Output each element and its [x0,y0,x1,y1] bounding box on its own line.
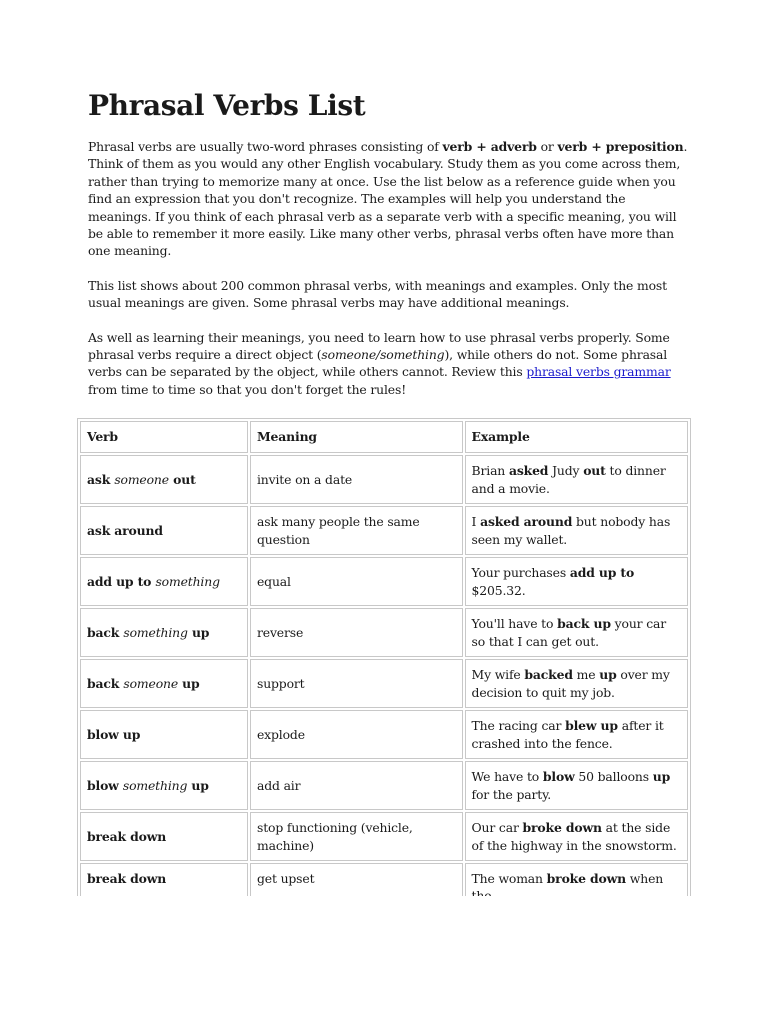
verb-cell [80,608,248,657]
example-text: your car so that I can get out. [471,616,667,649]
example-phrasal-verb: add up to [569,565,635,581]
example-text: The racing car [471,718,566,734]
example-text: over my decision to quit my job. [471,667,670,700]
example-phrasal-verb: out [583,463,606,479]
verb-object-placeholder: something [155,573,220,589]
table-body [80,455,688,912]
example-cell [465,608,688,657]
verb-text: add up to [87,573,156,589]
verb-text: break down [87,828,167,844]
example-text: for the party. [471,786,552,802]
meaning-cell: add air [250,761,463,810]
intro-paragraph-2: This list shows about 200 common phrasal verbs, with meanings and examples. Only the most usual meanings are given. Some phrasal verbs may have additional meanings. [88,277,667,311]
intro-text: . Think of them as you would any other English vocabulary. Study them as you come across them, rather than trying to memorize many at once. Use the list below as a reference guide when you find an expression that you don't recognize. The examples will help you understand the meanings. If you think of each phrasal verb as a separate verb with a specific meaning, you will be able to remember it more easily. Like many other verbs, phrasal verbs often have more than one meaning. [88,139,688,259]
verb-text: ask around [87,522,163,538]
example-cell [465,812,688,861]
table-row [80,455,688,504]
example-cell [465,557,688,606]
meaning-cell: ask many people the same question [250,506,463,555]
verb-object-placeholder: someone [123,675,179,691]
example-cell [465,659,688,708]
example-cell [465,506,688,555]
verb-cell [80,710,248,759]
header-verb: Verb [80,421,248,453]
verb-text: ask [87,471,115,487]
verb-text: up [187,777,209,793]
intro-text: or [536,139,558,154]
example-text: I [471,514,481,530]
table-row [80,659,688,708]
verb-text: back [87,624,124,640]
header-example: Example [465,421,688,453]
example-cell [465,761,688,810]
verb-cell [80,812,248,861]
meaning-cell: support [250,659,463,708]
intro-bold-term: verb + adverb [442,139,537,154]
document-body [88,88,692,415]
example-text: Our car [471,820,523,836]
example-text: after it crashed into the fence. [471,718,664,751]
header-meaning: Meaning [250,421,463,453]
example-text: 50 balloons [574,769,653,785]
example-text: You'll have to [471,616,558,632]
intro-text: Phrasal verbs are usually two-word phrases consisting of [88,139,443,154]
intro-bold-term: verb + preposition [557,139,684,154]
intro-paragraph-3 [88,329,692,399]
meaning-cell: reverse [250,608,463,657]
example-cell [465,710,688,759]
example-phrasal-verb: blew up [565,718,618,734]
example-text: but nobody has seen my wallet. [471,514,671,547]
verb-text: back [87,675,124,691]
example-text: to dinner and a movie. [471,463,666,496]
table-row [80,761,688,810]
example-phrasal-verb: up [652,769,671,785]
verb-object-placeholder: someone [114,471,169,487]
verb-cell [80,557,248,606]
intro-text: from time to time so that you don't forget the rules! [88,381,407,397]
verb-cell [80,659,248,708]
phrasal-verbs-grammar-link[interactable]: phrasal verbs grammar [526,364,671,380]
table-row [80,506,688,555]
intro-italic-term: someone/something [321,347,445,363]
example-phrasal-verb: back up [557,616,611,632]
page-bottom-margin [0,896,768,1024]
verb-text: out [168,471,196,487]
example-text: My wife [471,667,525,683]
example-text: me [572,667,600,683]
verb-cell [80,506,248,555]
table-row [80,812,688,861]
table-header-row [80,421,688,453]
example-phrasal-verb: broke down [546,871,627,886]
example-text: Your purchases [471,565,570,581]
meaning-cell: explode [250,710,463,759]
example-text: when [629,871,664,886]
meaning-cell: stop functioning (vehicle, machine) [250,812,463,861]
example-phrasal-verb: backed [524,667,573,683]
phrasal-verbs-table [77,418,691,915]
table-row [80,608,688,657]
verb-text: blow [87,777,123,793]
example-text: The woman [471,871,547,886]
intro-paragraph-1 [88,138,692,260]
intro-text: ), while others do not. Some phrasal verbs can be separated by the object, while others cannot. Review this [88,347,668,380]
example-text: Judy [548,463,584,479]
example-phrasal-verb: up [599,667,617,683]
example-phrasal-verb: asked [508,463,549,479]
verb-cell [80,455,248,504]
verb-object-placeholder: something [123,624,188,640]
page-title: Phrasal Verbs List [88,89,366,122]
verb-text: up [187,624,210,640]
table-row [80,557,688,606]
example-text: We have to [471,769,543,785]
example-cell [465,455,688,504]
example-text: Brian [471,463,509,479]
verb-cell [80,761,248,810]
verb-object-placeholder: something [122,777,188,793]
example-phrasal-verb: blow [542,769,575,785]
example-text: at the side of the highway in the snowstorm. [471,820,677,853]
table-row [80,710,688,759]
verb-text: up [178,675,200,691]
example-text: $205.32. [471,582,526,598]
verb-text: blow up [87,726,141,742]
meaning-cell: get upset [250,863,463,912]
verb-text: break down [87,871,167,886]
example-phrasal-verb: asked around [480,514,573,530]
meaning-cell: invite on a date [250,455,463,504]
example-phrasal-verb: broke down [522,820,602,836]
intro-text: As well as learning their meanings, you need to learn how to use phrasal verbs properly. Some phrasal verbs require a direct object ( [88,329,670,363]
meaning-cell: equal [250,557,463,606]
